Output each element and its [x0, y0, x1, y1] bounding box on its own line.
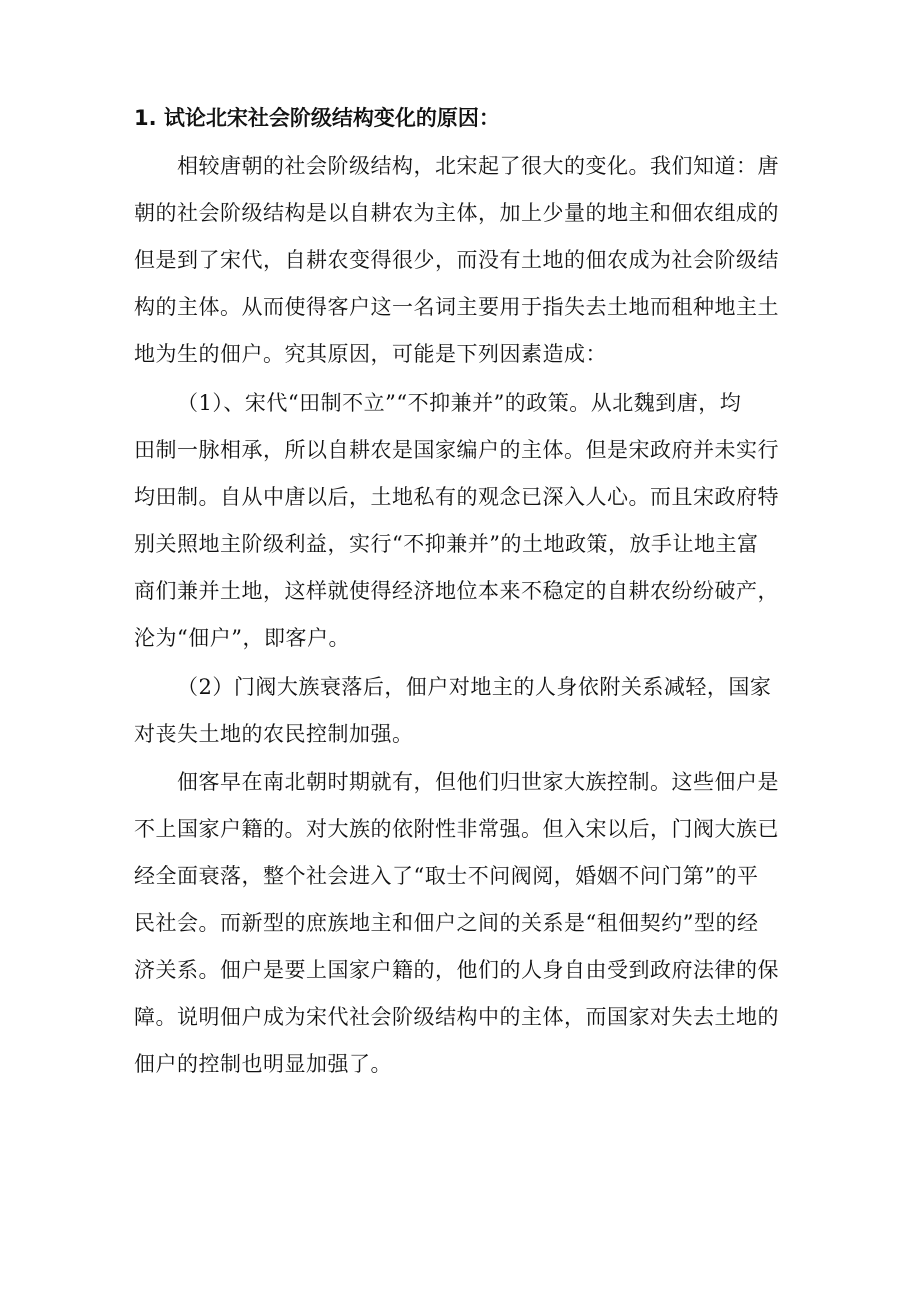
- text-line: 不上国家户籍的。对大族的依附性非常强。但入宋以后，门阀大族已: [134, 817, 779, 841]
- text-line: 别关照地主阶级利益，实行“不抑兼并”的土地政策，放手让地主富: [134, 532, 759, 556]
- text-line: （2）门阀大族衰落后，佃户对地主的人身依附关系减轻，国家: [177, 675, 772, 699]
- text-line: 佃客早在南北朝时期就有，但他们归世家大族控制。这些佃户是: [177, 770, 779, 794]
- text-line: 沦为“佃户”，即客户。: [134, 626, 350, 650]
- text-line: 济关系。佃户是要上国家户籍的，他们的人身自由受到政府法律的保: [134, 958, 779, 982]
- text-line: （1）、宋代“田制不立”“不抑兼并”的政策。从北魏到唐，均: [177, 391, 742, 415]
- text-line: 田制一脉相承，所以自耕农是国家编户的主体。但是宋政府并未实行: [134, 438, 779, 462]
- document-title: 1. 试论北宋社会阶级结构变化的原因：: [134, 106, 500, 130]
- text-line: 地为生的佃户。究其原因，可能是下列因素造成：: [134, 342, 607, 366]
- text-line: 对丧失土地的农民控制加强。: [134, 722, 414, 746]
- text-line: 商们兼并土地，这样就使得经济地位本来不稳定的自耕农纷纷破产，: [134, 579, 779, 603]
- text-line: 构的主体。从而使得客户这一名词主要用于指失去土地而租种地主土: [134, 295, 779, 319]
- text-line: 但是到了宋代，自耕农变得很少，而没有土地的佃农成为社会阶级结: [134, 248, 779, 272]
- text-line: 障。说明佃户成为宋代社会阶级结构中的主体，而国家对失去土地的: [134, 1005, 779, 1029]
- text-line: 经全面衰落，整个社会进入了“取士不问阀阅，婚姻不问门第”的平: [134, 864, 759, 888]
- text-line: 民社会。而新型的庶族地主和佃户之间的关系是“租佃契约”型的经: [134, 911, 759, 935]
- text-line: 相较唐朝的社会阶级结构，北宋起了很大的变化。我们知道：唐: [177, 154, 779, 178]
- text-line: 佃户的控制也明显加强了。: [134, 1052, 392, 1076]
- text-line: 朝的社会阶级结构是以自耕农为主体，加上少量的地主和佃农组成的: [134, 201, 779, 225]
- text-line: 均田制。自从中唐以后，土地私有的观念已深入人心。而且宋政府特: [134, 485, 779, 509]
